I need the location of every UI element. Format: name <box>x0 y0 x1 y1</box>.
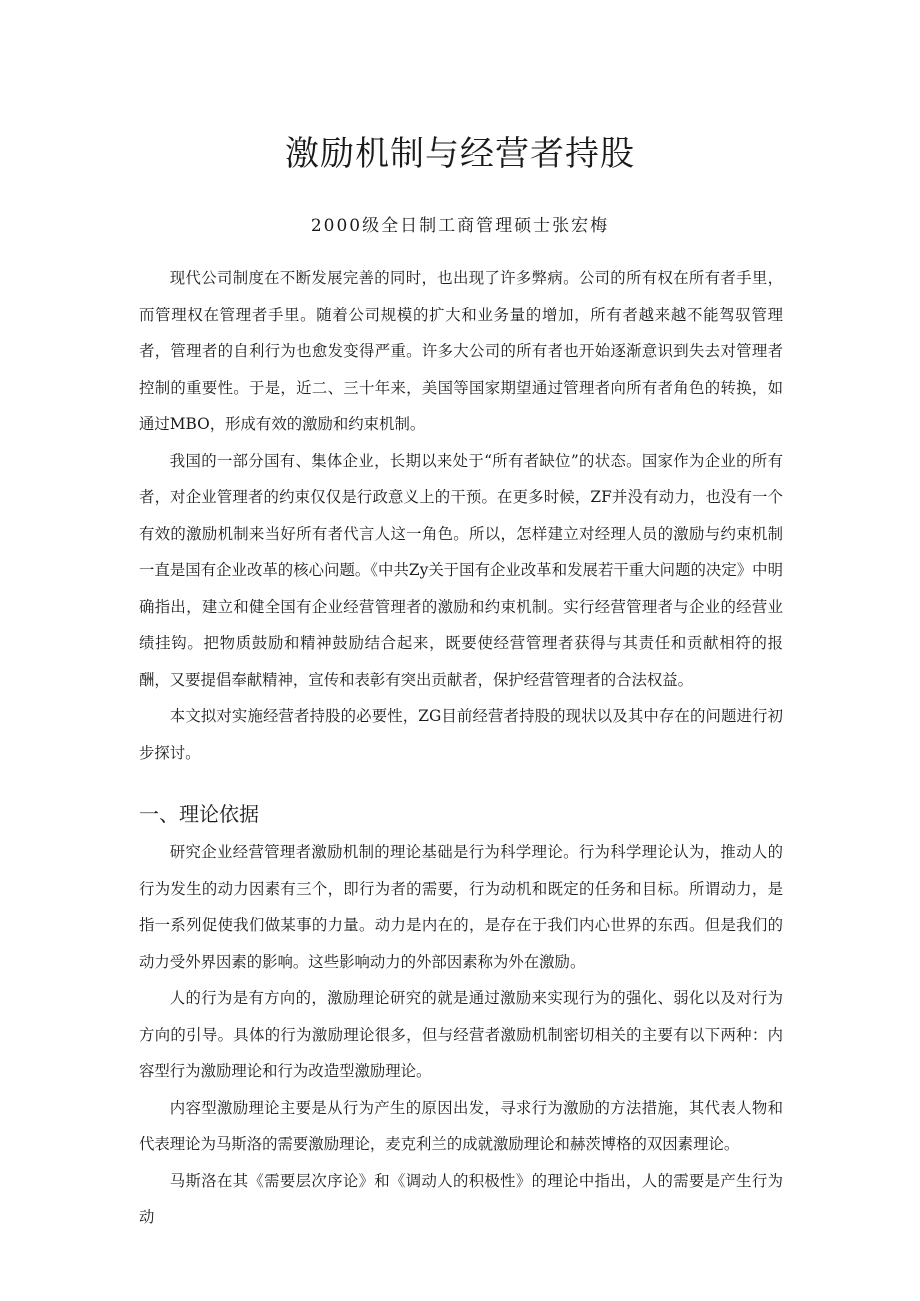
intro-paragraph-2: 我国的一部分国有、集体企业，长期以来处于“所有者缺位”的状态。国家作为企业的所有者，对企业管理者的约束仅仅是行政意义上的干预。在更多时候，ZF并没有动力，也没有一个有效的激励机制来当好所有者代言人这一角色。所以，怎样建立对经理人员的激励与约束机制一直是国有企业改革的核心问题。《中共Zy关于国有企业改革和发展若干重大问题的决定》中明确指出，建立和健全国有企业经营管理者的激励和约束机制。实行经营管理者与企业的经营业绩挂钩。把物质鼓励和精神鼓励结合起来，既要使经营管理者获得与其责任和贡献相符的报酬，又要提倡奉献精神，宣传和表彰有突出贡献者，保护经营管理者的合法权益。 <box>139 451 783 689</box>
intro-paragraph-1: 现代公司制度在不断发展完善的同时，也出现了许多弊病。公司的所有权在所有者手里，而管理权在管理者手里。随着公司规模的扩大和业务量的增加，所有者越来越不能驾驭管理者，管理者的自利行为也愈发变得严重。许多大公司的所有者也开始逐渐意识到失去对管理者控制的重要性。于是，近二、三十年来，美国等国家期望通过管理者向所有者角色的转换，如通过MBO，形成有效的激励和约束机制。 <box>139 269 783 433</box>
theory-paragraph-3: 内容型激励理论主要是从行为产生的原因出发，寻求行为激励的方法措施，其代表人物和代表理论为马斯洛的需要激励理论，麦克利兰的成就激励理论和赫茨博格的双因素理论。 <box>139 1098 783 1153</box>
theory-paragraph-1: 研究企业经营管理者激励机制的理论基础是行为科学理论。行为科学理论认为，推动人的行为发生的动力因素有三个，即行为者的需要，行为动机和既定的任务和目标。所谓动力，是指一系列促使我们做某事的力量。动力是内在的，是存在于我们内心世界的东西。但是我们的动力受外界因素的影响。这些影响动力的外部因素称为外在激励。 <box>139 843 783 971</box>
theory-paragraph-2: 人的行为是有方向的，激励理论研究的就是通过激励来实现行为的强化、弱化以及对行为方向的引导。具体的行为激励理论很多，但与经营者激励机制密切相关的主要有以下两种：内容型行为激励理论和行为改造型激励理论。 <box>139 989 783 1080</box>
author-line: 2000级全日制工商管理硕士张宏梅 <box>310 216 610 236</box>
intro-paragraph-3: 本文拟对实施经营者持股的必要性，ZG目前经营者持股的现状以及其中存在的问题进行初步探讨。 <box>139 707 783 762</box>
document-title: 激励机制与经营者持股 <box>285 134 635 174</box>
intro-section <box>139 260 783 771</box>
theory-section <box>139 834 783 1236</box>
theory-paragraph-4: 马斯洛在其《需要层次序论》和《调动人的积极性》的理论中指出，人的需要是产生行为动 <box>139 1171 783 1226</box>
section-heading-theory: 一、理论依据 <box>139 802 259 826</box>
